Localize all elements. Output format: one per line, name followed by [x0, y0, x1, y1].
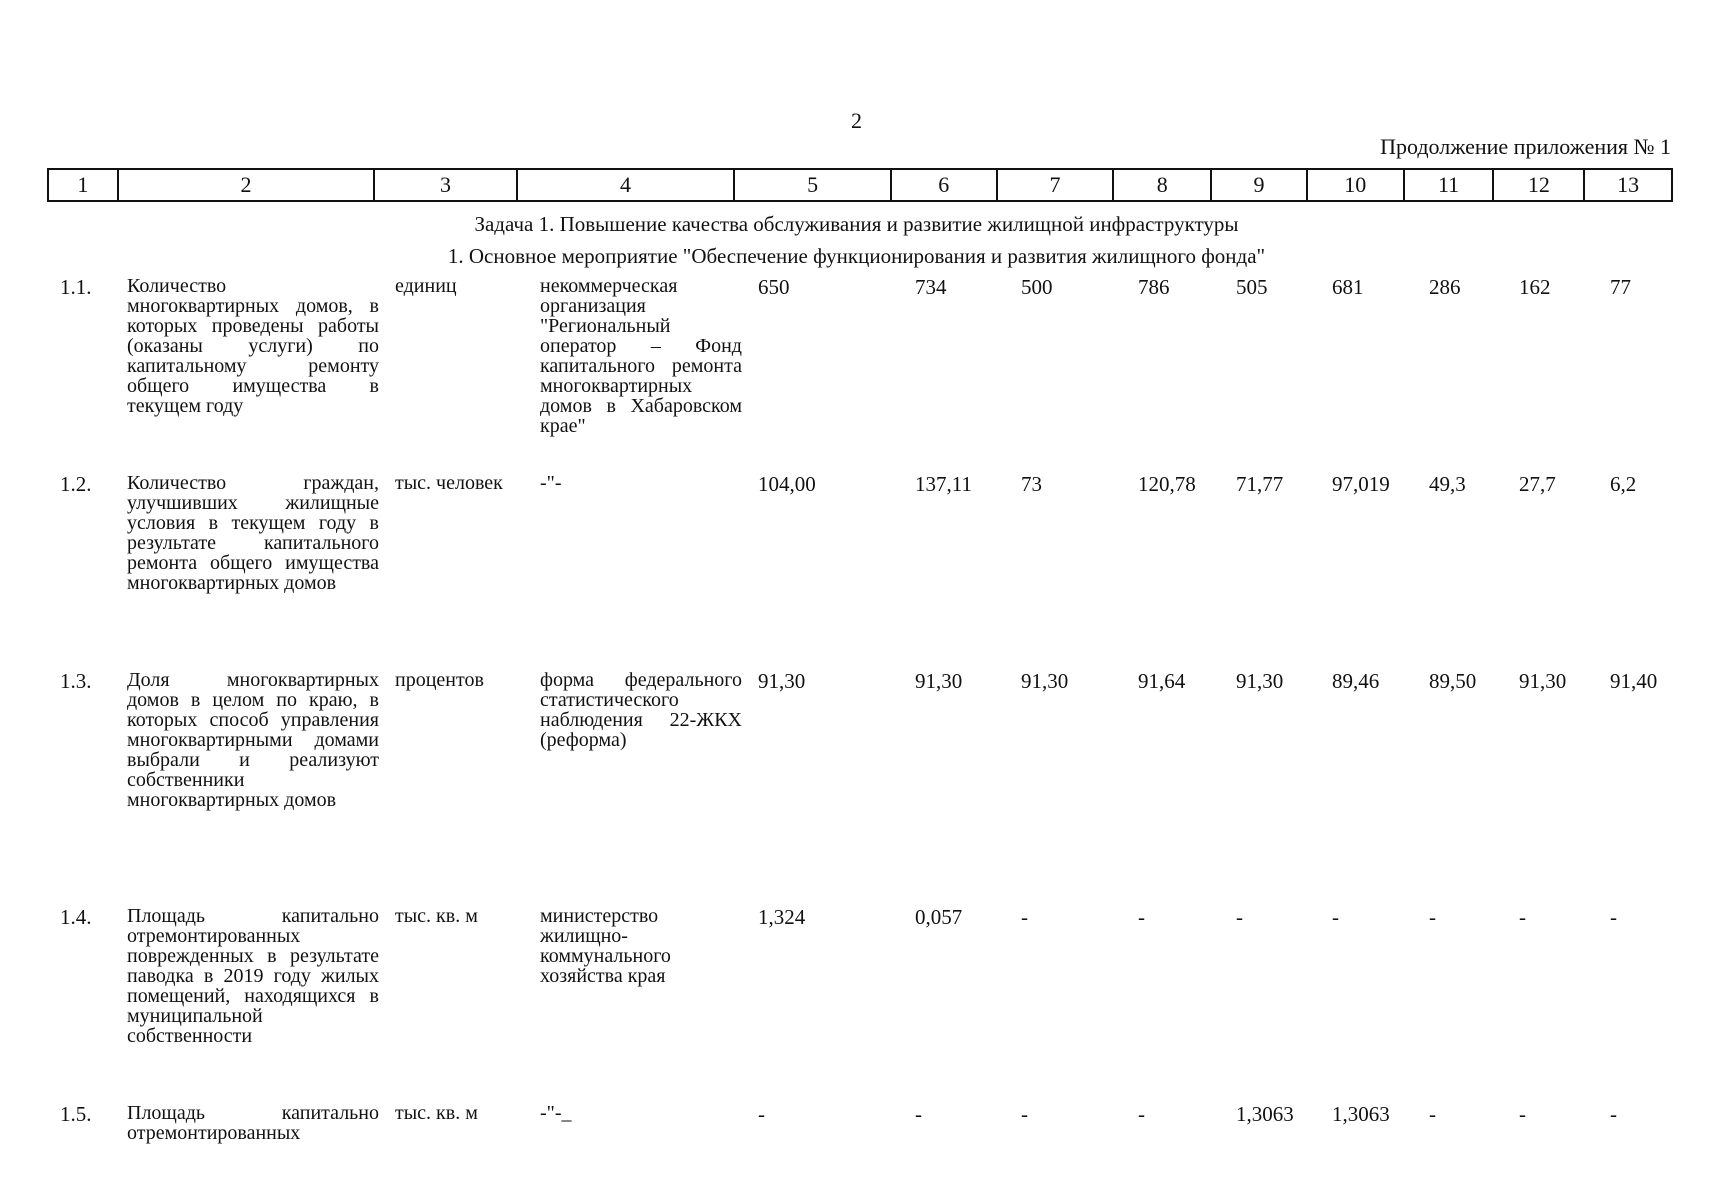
indicator-text: Количество многоквартирных домов, в которых проведены работы (оказаны услуги) по капитальному ремонту общего имущества в текущем году	[127, 275, 379, 417]
value-col-11: -	[1429, 905, 1436, 929]
indicator-text: Площадь капитально отремонтированных поврежденных в результате паводка в 2019 году жилых помещений, находящихся в муниципальной собственности	[127, 905, 379, 1047]
value-col-9: -	[1236, 905, 1243, 929]
indicator-text: Количество граждан, улучшивших жилищные условия в текущем году в результате капитального ремонта общего имущества многоквартирных домов	[127, 472, 379, 594]
value-col-7: -	[1021, 905, 1028, 929]
row-number: 1.3.	[60, 669, 92, 693]
value-col-9: 1,3063	[1236, 1102, 1294, 1126]
value-col-13: 77	[1610, 275, 1631, 299]
value-col-9: 91,30	[1236, 669, 1284, 693]
value-col-8: -	[1138, 1102, 1145, 1126]
unit-text: единиц	[395, 275, 457, 297]
header-col-13: 13	[1617, 172, 1640, 197]
header-col-6: 6	[892, 170, 998, 200]
value-col-8: -	[1138, 905, 1145, 929]
table-row	[0, 276, 1713, 461]
value-col-12: 91,30	[1519, 669, 1567, 693]
source-text: -"-	[540, 472, 562, 494]
value-col-12: -	[1519, 905, 1526, 929]
value-col-10: 1,3063	[1332, 1102, 1390, 1126]
value-col-8: 786	[1138, 275, 1170, 299]
value-col-6: 0,057	[915, 905, 963, 929]
value-col-5: 1,324	[758, 905, 806, 929]
value-col-6: 734	[915, 275, 947, 299]
header-col-3: 3	[375, 170, 518, 200]
value-col-13: -	[1610, 905, 1617, 929]
source-text: некоммерческая организация "Региональный оператор – Фонд капитального ремонта многоквартирных домов в Хабаровском крае"	[540, 275, 742, 437]
source-text: форма федерального статистического наблюдения 22-ЖКХ (реформа)	[540, 669, 742, 751]
value-col-12: 162	[1519, 275, 1551, 299]
header-col-12: 12	[1494, 170, 1585, 200]
value-col-6: 137,11	[915, 472, 972, 496]
header-col-5: 5	[735, 170, 892, 200]
value-col-7: 500	[1021, 275, 1053, 299]
row-number: 1.5.	[60, 1102, 92, 1126]
value-col-7: 91,30	[1021, 669, 1069, 693]
value-col-11: 89,50	[1429, 669, 1477, 693]
value-col-7: 73	[1021, 472, 1042, 496]
header-col-2: 2	[119, 170, 375, 200]
activity-title: 1. Основное мероприятие "Обеспечение функционирования и развития жилищного фонда"	[447, 244, 1266, 268]
value-col-5: -	[758, 1102, 765, 1126]
value-col-5: 104,00	[758, 472, 816, 496]
header-col-7: 7	[998, 170, 1115, 200]
value-col-10: 89,46	[1332, 669, 1380, 693]
row-number: 1.2.	[60, 472, 92, 496]
page-number: 2	[851, 108, 862, 133]
value-col-12: 27,7	[1519, 472, 1556, 496]
header-col-9: 9	[1212, 170, 1308, 200]
indicator-text: Доля многоквартирных домов в целом по краю, в которых способ управления многоквартирными домами выбрали и реализуют собственники многоквартирных домов	[127, 669, 379, 811]
source-text: -"-_	[540, 1102, 572, 1124]
table-row	[0, 906, 1713, 1091]
value-col-11: 49,3	[1429, 472, 1466, 496]
row-number: 1.1.	[60, 275, 92, 299]
indicator-table	[0, 276, 1713, 1165]
value-col-13: -	[1610, 1102, 1617, 1126]
header-col-1: 1	[49, 170, 119, 200]
value-col-8: 91,64	[1138, 669, 1186, 693]
table-header	[47, 168, 1673, 202]
value-col-11: -	[1429, 1102, 1436, 1126]
table-row	[0, 1103, 1713, 1153]
source-text: министерство жилищно-коммунального хозяйства края	[540, 905, 671, 987]
unit-text: тыс. кв. м	[395, 905, 478, 927]
value-col-10: 97,019	[1332, 472, 1390, 496]
value-col-12: -	[1519, 1102, 1526, 1126]
indicator-text: Площадь капитально отремонтированных	[127, 1102, 379, 1144]
continuation-label: Продолжение приложения № 1	[1380, 134, 1671, 159]
unit-text: процентов	[395, 669, 484, 691]
value-col-8: 120,78	[1138, 472, 1196, 496]
value-col-13: 91,40	[1610, 669, 1658, 693]
row-number: 1.4.	[60, 905, 92, 929]
unit-text: тыс. человек	[395, 472, 503, 494]
task-title: Задача 1. Повышение качества обслуживания и развитие жилищной инфраструктуры	[474, 212, 1239, 236]
value-col-9: 505	[1236, 275, 1268, 299]
header-col-8: 8	[1114, 170, 1212, 200]
value-col-7: -	[1021, 1102, 1028, 1126]
value-col-6: 91,30	[915, 669, 963, 693]
value-col-5: 91,30	[758, 669, 806, 693]
value-col-6: -	[915, 1102, 922, 1126]
value-col-5: 650	[758, 275, 790, 299]
header-col-11: 11	[1405, 170, 1495, 200]
value-col-11: 286	[1429, 275, 1461, 299]
value-col-9: 71,77	[1236, 472, 1284, 496]
table-row	[0, 670, 1713, 894]
value-col-10: 681	[1332, 275, 1364, 299]
unit-text: тыс. кв. м	[395, 1102, 478, 1124]
table-row	[0, 473, 1713, 658]
header-col-4: 4	[518, 170, 735, 200]
value-col-10: -	[1332, 905, 1339, 929]
value-col-13: 6,2	[1610, 472, 1637, 496]
header-col-10: 10	[1308, 170, 1405, 200]
